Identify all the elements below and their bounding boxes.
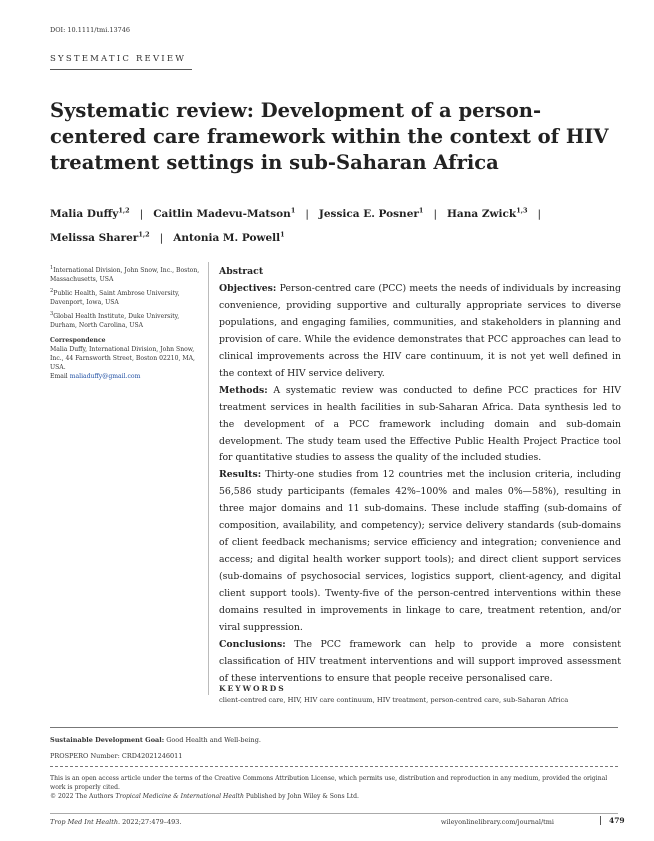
affiliations (50, 264, 200, 381)
sdg-line: Sustainable Development Goal: Good Health and Well-being. (50, 736, 261, 744)
author-separator: | (433, 207, 437, 220)
page-number: 479 (600, 816, 625, 825)
correspondence-title: Correspondence (50, 337, 106, 345)
author[interactable]: Melissa Sharer$^{1,2}$ (50, 230, 150, 244)
license-divider (50, 766, 618, 767)
prospero-number: PROSPERO Number: CRD42021246011 (50, 752, 183, 760)
page-footer-rule (50, 813, 618, 814)
author-separator: | (159, 232, 164, 244)
abstract-methods: Methods: A systematic review was conducted to define PCC practices for HIV treatment services in health facilities in sub-Saharan Africa. Data synthesis led to the development of a PCC framework including domain and sub-domain development. The study team used the Effective Public Health Project Practice tool for quantitative studies to assess the quality of the included studies. (219, 384, 621, 464)
license-text: This is an open access article under the terms of the Creative Commons Attribution License, which permits use, distribution and reproduction in any medium, provided the original work is properly cited. (50, 775, 608, 792)
doi-line: DOI: 10.1111/tmi.13746 (50, 26, 131, 34)
section-divider (50, 69, 192, 70)
correspondence-address: Malia Duffy, International Division, John Snow, Inc., 44 Farnsworth Street, Boston 02210, MA, USA. (50, 346, 195, 372)
correspondence-email: Email maliaduffy@gmail.com (50, 373, 141, 381)
author[interactable]: Caitlin Madevu-Matson$^1$ (153, 206, 296, 220)
affiliation: $^2$Public Health, Saint Ambrose University, Davenport, Iowa, USA (50, 288, 180, 307)
abstract (219, 264, 621, 688)
author[interactable]: Antonia M. Powell$^1$ (173, 230, 285, 244)
correspondence (50, 336, 200, 381)
author-separator: | (305, 207, 309, 220)
journal-url[interactable]: wileyonlinelibrary.com/journal/tmi (440, 818, 554, 826)
article-type-label: SYSTEMATIC REVIEW (50, 54, 187, 64)
keywords-label: KEYWORDS (219, 684, 286, 693)
author-separator: | (139, 207, 144, 220)
copyright-line: © 2022 The Authors Tropical Medicine & International Health Published by John Wiley & Sons Ltd. (50, 793, 359, 801)
author[interactable]: Jessica E. Posner$^1$ (318, 206, 424, 220)
email-link[interactable]: maliaduffy@gmail.com (69, 373, 141, 381)
abstract-objectives: Objectives: Person-centred care (PCC) meets the needs of individuals by increasing convenience, providing supportive and culturally appropriate services to diverse populations, and engaging families, communities, and stakeholders in planning and provision of care. While the evidence demonstrates that PCC approaches can lead to clinical improvements across the HIV care continuum, it is not yet well defined in the context of HIV service delivery. (219, 282, 621, 379)
affiliation: $^3$Global Health Institute, Duke University, Durham, North Carolina, USA (50, 311, 180, 330)
citation: Trop Med Int Health. 2022;27:479–493. (50, 818, 182, 826)
abstract-conclusions: Conclusions: The PCC framework can help to provide a more consistent classification of HIV treatment interventions and will support improved assessment of these interventions to ensure that people receive personalised care. (219, 638, 621, 684)
article-title: Systematic review: Development of a person-centered care framework within the context of HIV treatment settings in sub-Saharan Africa (50, 99, 609, 174)
abstract-heading: Abstract (219, 266, 264, 277)
license-block (50, 774, 618, 802)
affiliation: $^1$International Division, John Snow, Inc., Boston, Massachusetts, USA (50, 265, 200, 284)
author[interactable]: Malia Duffy$^{1,2}$ (50, 206, 130, 220)
abstract-side-rule (208, 262, 209, 695)
keywords-list: client-centred care, HIV, HIV care continuum, HIV treatment, person-centred care, sub-Saharan Africa (219, 696, 569, 704)
footer-divider (50, 727, 618, 728)
author[interactable]: Hana Zwick$^{1,3}$ (447, 206, 528, 220)
abstract-results: Results: Thirty-one studies from 12 countries met the inclusion criteria, including 56,586 study participants (females 42%–100% and males 0%—58%), resulting in three major domains and 11 sub-domains. These include staffing (sub-domains of composition, availability, and competency); service delivery standards (sub-domains of client feedback mechanisms; service efficiency and integration; convenience and access; and digital health worker support tools); and direct client support services (sub-domains of psychosocial services, logistics support, client-agency, and digital client support tools). Twenty-five of the person-centred interventions within these domains resulted in improvements in linkage to care, treatment retention, and/or viral suppression. (219, 469, 621, 634)
author-list (50, 200, 610, 249)
author-separator: | (537, 207, 542, 220)
